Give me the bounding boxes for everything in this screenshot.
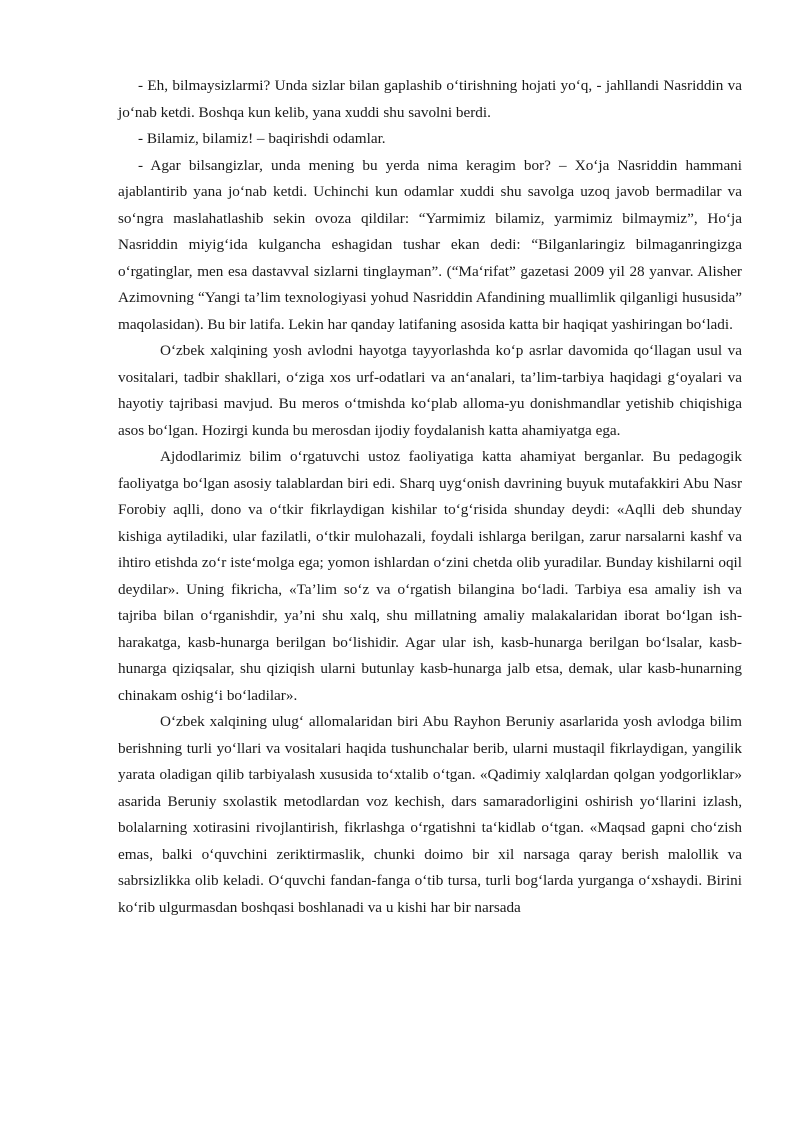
paragraph-heritage: O‘zbek xalqining yosh avlodni hayotga tayyorlashda ko‘p asrlar davomida qo‘llagan usul va vositalari, tadbir shakllari, o‘ziga xos urf-odatlari va an‘analari, ta’lim-tarbiya haqidagi g‘oyalari va hayotiy tajribasi mavjud. Bu meros o‘tmishda ko‘plab alloma-yu donishmandlar yetishib chiqishiga asos bo‘lgan. Hozirgi kunda bu merosdan ijodiy foydalanish katta ahamiyatga ega. bbox=[118, 342, 742, 439]
paragraph-beruniy: O‘zbek xalqining ulug‘ allomalaridan biri Abu Rayhon Beruniy asarlarida yosh avlodga bilim berishning turli yo‘llari va vositalari haqida tushunchalar berib, ularni mustaqil fikrlaydigan, yangilik yarata oladigan qilib tarbiyalash xususida to‘xtalib o‘tgan. «Qadimiy xalqlardan qolgan yodgorliklar» asarida Beruniy sxolastik metodlardan voz kechish, dars samaradorligini oshirish yo‘llarini izlash, bolalarning xotirasini rivojlantirish, fikrlashga o‘rgatishni ta‘kidlab o‘tgan. «Maqsad gapni cho‘zish emas, balki o‘quvchini zeriktirmaslik, chunki doimo bir xil narsaga qaray berish malollik va sabrsizlikka olib keladi. O‘quvchi fandan-fanga o‘tib tursa, turli bog‘larda yurganga o‘xshaydi. Birini ko‘rib ulgurmasdan boshqasi boshlanadi va u kishi har bir narsada bbox=[118, 713, 742, 916]
paragraph-dialogue-3: - Agar bilsangizlar, unda mening bu yerda nima keragim bor? – Xo‘ja Nasriddin hammani ajablantirib yana jo‘nab ketdi. Uchinchi kun odamlar xuddi shu savolga uzoq javob bermadilar va so‘ngra maslahatlashib sekin ovoza qildilar: “Yarmimiz bilamiz, yarmimiz bilmaymiz”, Ho‘ja Nasriddin miyig‘ida kulgancha eshagidan tushar ekan dedi: “Bilganlaringiz bilmaganringizga o‘rgatinglar, men esa dastavval sizlarni tinglayman”. (“Ma‘rifat” gazetasi 2009 yil 28 yanvar. Alisher Azimovning “Yangi ta’lim texnologiyasi yohud Nasriddin Afandining muallimlik qilganligi hususida” maqolasidan). Bu bir latifa. Lekin har qanday latifaning asosida katta bir haqiqat yashiringan bo‘ladi. bbox=[118, 156, 742, 333]
paragraph-forobiy: Ajdodlarimiz bilim o‘rgatuvchi ustoz faoliyatiga katta ahamiyat berganlar. Bu pedagogik faoliyatga bo‘lgan asosiy talablardan biri edi. Sharq uyg‘onish davrining buyuk mutafakkiri Abu Nasr Forobiy aqlli, dono va o‘tkir fikrlaydigan kishilar to‘g‘risida shunday deydi: «Aqlli deb shunday kishiga aytiladiki, ular fazilatli, o‘tkir mulohazali, foydali ishlarga berilgan, zarur narsalarni kashf va ihtiro etishda zo‘r iste‘molga ega; yomon ishlardan o‘zini chetda olib yuradilar. Bunday kishilarni oqil deydilar». Uning fikricha, «Ta’lim so‘z va o‘rgatish bilangina bo‘ladi. Tarbiya esa amaliy ish va tajriba bilan o‘rganishdir, ya’ni shu xalq, shu millatning amaliy malakalaridan iborat bo‘lgan ish-harakatga, kasb-hunarga berilgan bo‘lishidir. Agar ular ish, kasb-hunarga berilgan bo‘lsalar, kasb-hunarga qiziqsalar, shu qiziqish ularni butunlay kasb-hunarga jalb etsa, demak, ular kasb-hunarning chinakam oshig‘i bo‘ladilar». bbox=[118, 448, 742, 704]
paragraph-dialogue-2: - Bilamiz, bilamiz! – baqirishdi odamlar. bbox=[138, 130, 386, 147]
document-body bbox=[118, 73, 742, 921]
paragraph-dialogue-1: - Eh, bilmaysizlarmi? Unda sizlar bilan gaplashib o‘tirishning hojati yo‘q, - jahllandi Nasriddin va jo‘nab ketdi. Boshqa kun kelib, yana xuddi shu savolni berdi. bbox=[118, 77, 742, 121]
